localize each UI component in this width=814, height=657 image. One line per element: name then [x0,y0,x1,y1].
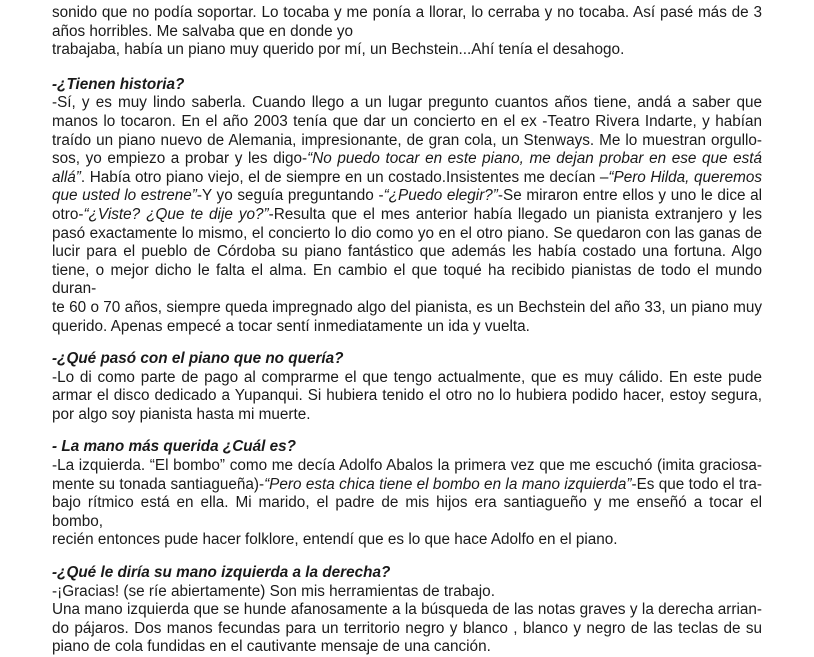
quote-text: “¿Puedo elegir?” [383,187,498,205]
text-line: te 60 o 70 años, siempre queda impregnado algo del pianista, es un Bechstein del año 33, un piano muy [52,298,762,316]
intro-paragraph [52,4,762,60]
text-line: tiene, o mejor dicho le falta el alma. En cambio el que toqué ha recibido pianistas de todo el mundo duran- [52,261,762,298]
text-line: -Lo di como parte de pago al comprarme el que tengo actualmente, que es muy cálido. En este pude [52,368,762,386]
text-line: querido. Apenas empecé a tocar sentí inmediatamente un ida y vuelta. [52,317,530,335]
text-line: otro-“¿Viste? ¿Que te dije yo?”-Resulta que el mes anterior había llegado un pianista extranjero y les [52,205,762,223]
text-line: -¡Gracias! (se ríe abiertamente) Son mis herramientas de trabajo. [52,582,495,600]
interview-question: -¿Tienen historia? [52,75,185,93]
text-line: trabajaba, había un piano muy querido por mí, un Bechstein...Ahí tenía el desahogo. [52,41,625,59]
text-line: allá”. Había otro piano viejo, el de siempre en un costado.Insistentes me decían –“Pero Hilda, queremos [52,168,762,186]
text-line: por algo soy pianista hasta mi muerte. [52,405,311,423]
interview-question: -¿Qué pasó con el piano que no quería? [52,350,344,368]
text-line: piano de cola fundidas en el cautivante mensaje de una canción. [52,638,491,656]
text-line: sos, yo empiezo a probar y les digo-“No puedo tocar en este piano, me dejan probar en ese que está [52,150,762,168]
text-line: bajo rítmico está en ella. Mi marido, el padre de mis hijos era santiagueño y me enseñó a tocar el bombo, [52,494,762,530]
interview-section [52,76,762,336]
quote-text: “Pero Hilda, queremos [608,168,762,186]
text-line: recién entonces pude hacer folklore, entendí que es lo que hace Adolfo en el piano. [52,531,618,549]
quote-text: allá” [52,168,81,186]
text-line: sonido que no podía soportar. Lo tocaba y me ponía a llorar, lo cerraba y no tocaba. Así pasé más de 3 [52,4,762,21]
quote-text: “Pero esta chica tiene el bombo en la mano izquierda” [264,475,632,493]
interview-section [52,350,762,424]
text-line: traído un piano nuevo de Alemania, impresionante, de gran cola, un Stenways. Me lo muestran orgullo- [52,131,762,149]
text-line: manos lo tocaron. En el año 2003 tenía que dar un concierto en el ex -Teatro Rivera Indarte, y habían [52,112,762,130]
text-line: armar el disco dedicado a Yupanqui. Si hubiera tenido el otro no lo hubiera podido hacer, estoy segura, [52,387,762,405]
quote-text: que usted lo estrene” [52,187,197,205]
text-line: pasó exactamente lo mismo, el concierto lo dio como yo en el otro piano. Se quedaron con las ganas de [52,224,762,242]
text-line: que usted lo estrene”-Y yo seguía preguntando -“¿Puedo elegir?”-Se miraron entre ellos y uno le dice al [52,187,763,205]
interview-section [52,438,762,550]
text-line: -La izquierda. “El bombo” como me decía Adolfo Abalos la primera vez que me escuchó (imita graciosa- [52,457,762,475]
text-line: lucir para el pueblo de Córdoba su piano fantástico que además les había costado una fortuna. Algo [52,243,762,261]
interview-section [52,564,762,657]
interview-question: -¿Qué le diría su mano izquierda a la derecha? [52,564,391,582]
text-line: -Sí, y es muy lindo saberla. Cuando llego a un lugar pregunto cuantos años tiene, andá a saber que [52,94,762,112]
text-line: mente su tonada santiagueña)-“Pero esta chica tiene el bombo en la mano izquierda”-Es que todo el tra- [52,475,762,493]
text-line: años horribles. Me salvaba que en donde yo [52,22,354,40]
text-line: do pájaros. Dos manos fecundas para un territorio negro y blanco , blanco y negro de las teclas de su [52,619,762,637]
quote-text: “¿Viste? ¿Que te dije yo?” [83,205,269,223]
text-line: Una mano izquierda que se hunde afanosamente a la búsqueda de las notas graves y la derecha arrian- [52,601,762,619]
quote-text: “No puedo tocar en este piano, me dejan probar en ese que está [307,150,762,168]
interview-question: - La mano más querida ¿Cuál es? [52,438,296,456]
